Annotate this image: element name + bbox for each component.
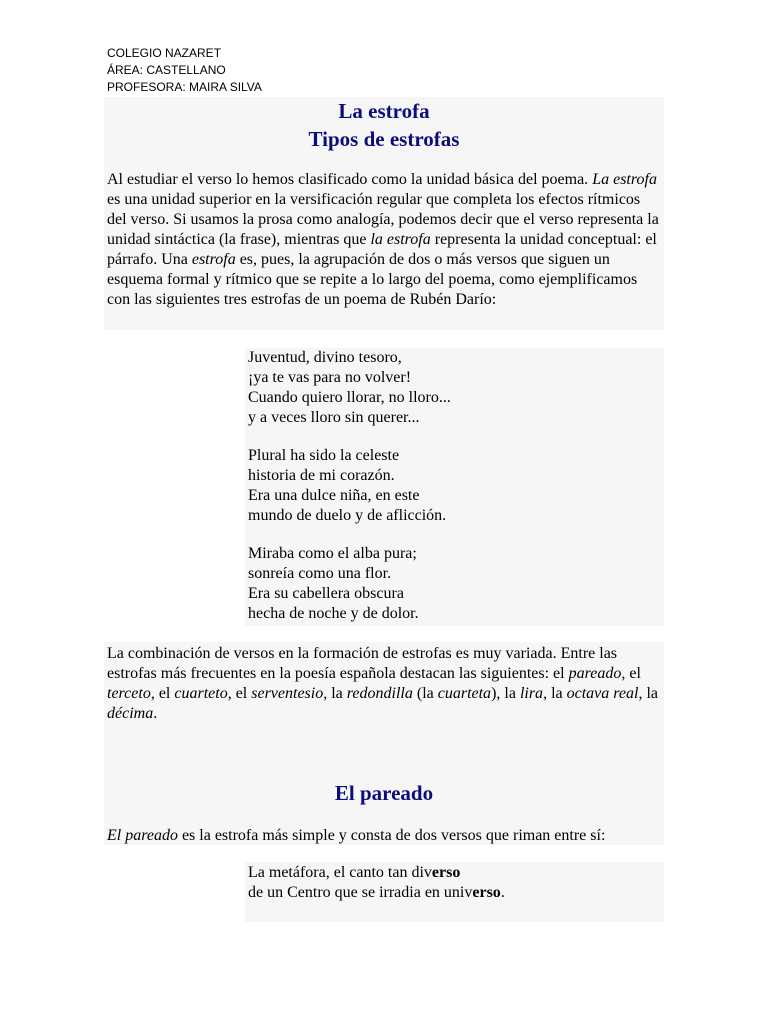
combo-text: La combinación de versos en la formación de estrofas es muy variada. Entre las estrofas más frecuentes en la poesía española destacan las siguientes: el bbox=[107, 645, 618, 682]
combo-text: , el bbox=[150, 685, 175, 702]
section-title-pareado: El pareado bbox=[334, 781, 434, 805]
combo-text: , el bbox=[227, 685, 252, 702]
intro-text: representa la unidad conceptual: el párrafo. Una bbox=[107, 231, 657, 268]
pareado-example bbox=[248, 863, 658, 903]
poem-line: Plural ha sido la celeste bbox=[248, 447, 400, 464]
poem-line: hecha de noche y de dolor. bbox=[248, 605, 419, 622]
poem-stanza-2 bbox=[248, 446, 658, 526]
poem-line: y a veces lloro sin querer... bbox=[248, 409, 420, 426]
poem-line: historia de mi corazón. bbox=[248, 467, 395, 484]
rhyme-ending: erso bbox=[431, 864, 461, 881]
stanza-type: cuarteto bbox=[174, 685, 228, 702]
verse-text: . bbox=[500, 884, 505, 901]
intro-text: es una unidad superior en la versificación regular que completa los efectos rítmicos del verso. Si usamos la prosa como analogía, podemos decir que el verso representa la unidad sintáctica (la frase), mientras que bbox=[107, 191, 659, 248]
poem-line: sonreía como una flor. bbox=[248, 565, 392, 582]
dario-poem bbox=[248, 348, 658, 642]
combination-paragraph bbox=[107, 644, 662, 724]
title-line-2: Tipos de estrofas bbox=[308, 127, 460, 151]
school-name: COLEGIO NAZARET bbox=[107, 46, 222, 60]
stanza-type: serventesio bbox=[251, 685, 324, 702]
stanza-type: cuarteta bbox=[437, 685, 492, 702]
main-title bbox=[104, 97, 664, 153]
poem-line: Juventud, divino tesoro, bbox=[248, 349, 402, 366]
intro-emphasis: la estrofa bbox=[370, 231, 431, 248]
stanza-type: décima bbox=[107, 705, 154, 722]
intro-emphasis: estrofa bbox=[191, 251, 236, 268]
pareado-paragraph bbox=[107, 826, 662, 846]
pareado-line-1 bbox=[248, 863, 658, 883]
poem-line: Era su cabellera obscura bbox=[248, 585, 404, 602]
stanza-type: terceto bbox=[107, 685, 151, 702]
pareado-text: es la estrofa más simple y consta de dos versos que riman entre sí: bbox=[177, 827, 606, 844]
combo-text: ), la bbox=[491, 685, 520, 702]
intro-emphasis: La estrofa bbox=[592, 171, 657, 188]
combo-text: . bbox=[153, 705, 158, 722]
intro-text: Al estudiar el verso lo hemos clasificado como la unidad básica del poema. bbox=[107, 171, 593, 188]
poem-stanza-3 bbox=[248, 544, 658, 624]
poem-line: ¡ya te vas para no volver! bbox=[248, 369, 412, 386]
stanza-type: redondilla bbox=[346, 685, 413, 702]
pareado-emphasis: El pareado bbox=[107, 827, 178, 844]
poem-line: Cuando quiero llorar, no lloro... bbox=[248, 389, 451, 406]
combo-text: , la bbox=[638, 685, 658, 702]
pareado-line-2 bbox=[248, 883, 658, 903]
combo-text: (la bbox=[412, 685, 438, 702]
teacher-name: PROFESORA: MAIRA SILVA bbox=[107, 80, 262, 94]
poem-stanza-1 bbox=[248, 348, 658, 428]
document-header bbox=[107, 45, 262, 96]
poem-line: mundo de duelo y de aflicción. bbox=[248, 507, 447, 524]
combo-text: , la bbox=[543, 685, 567, 702]
combo-text: , la bbox=[323, 685, 347, 702]
title-line-1: La estrofa bbox=[338, 99, 430, 123]
combo-text: , el bbox=[621, 665, 641, 682]
subject-area: ÁREA: CASTELLANO bbox=[107, 63, 226, 77]
intro-text: es, pues, la agrupación de dos o más versos que siguen un esquema formal y rítmico que se repite a lo largo del poema, como ejemplificamos con las siguientes tres estrofas de un poema de Rubén Darío: bbox=[107, 251, 638, 308]
stanza-type: pareado bbox=[568, 665, 622, 682]
poem-line: Miraba como el alba pura; bbox=[248, 545, 417, 562]
stanza-type: lira bbox=[519, 685, 544, 702]
verse-text: de un Centro que se irradia en univ bbox=[248, 884, 473, 901]
stanza-type: octava real bbox=[566, 685, 639, 702]
verse-text: La metáfora, el canto tan div bbox=[248, 864, 432, 881]
intro-paragraph bbox=[107, 170, 662, 310]
rhyme-ending: erso bbox=[472, 884, 501, 901]
poem-line: Era una dulce niña, en este bbox=[248, 487, 420, 504]
